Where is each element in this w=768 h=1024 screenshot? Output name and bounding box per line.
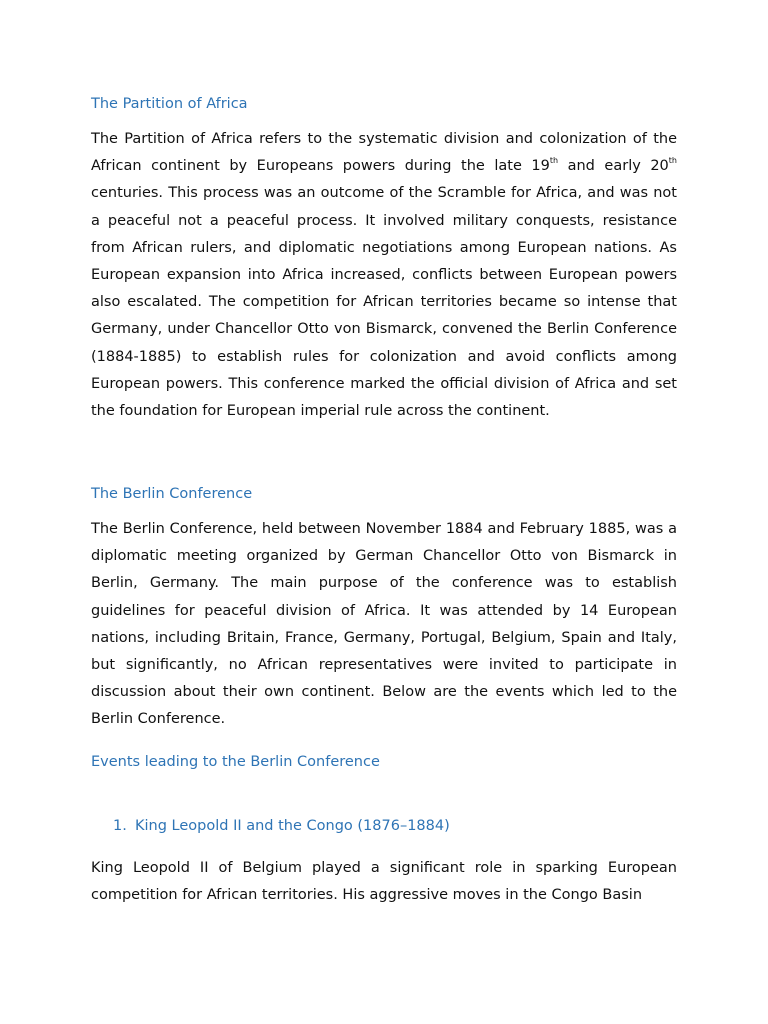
paragraph-partition-of-africa — [91, 126, 677, 425]
paragraph-berlin-conference: The Berlin Conference, held between November 1884 and February 1885, was a diplomatic meeting organized by German Chancellor Otto von Bismarck in Berlin, Germany. The main purpose of the conference was to establish guidelines for peaceful division of Africa. It was attended by 14 European nations, including Britain, France, Germany, Portugal, Belgium, Spain and Italy, but significantly, no African representatives were invited to participate in discussion about their own continent. Below are the events which led to the Berlin Conference. — [91, 521, 677, 728]
list-item-title: King Leopold II and the Congo (1876–1884) — [135, 818, 450, 834]
list-item-number: 1. — [113, 818, 127, 834]
section-heading-berlin-conference: The Berlin Conference — [91, 486, 253, 502]
list-item-king-leopold — [113, 816, 450, 836]
superscript: th — [549, 156, 559, 166]
section-heading-events-leading: Events leading to the Berlin Conference — [91, 754, 380, 770]
paragraph-king-leopold: King Leopold II of Belgium played a significant role in sparking European competition for African territories. His aggressive moves in the Congo Basin — [91, 860, 677, 904]
superscript: th — [668, 156, 677, 166]
paragraph-text: The Partition of Africa refers to the systematic division and colonization of the African continent by Europeans powers during the late 19 — [91, 131, 677, 175]
section-heading-partition-of-africa: The Partition of Africa — [91, 96, 248, 112]
paragraph-text: centuries. This process was an outcome of the Scramble for Africa, and was not a peaceful not a peaceful process. It involved military conquests, resistance from African rulers, and diplomatic negotiations among European nations. As European expansion into Africa increased, conflicts between European powers also escalated. The competition for African territories became so intense that Germany, under Chancellor Otto von Bismarck, convened the Berlin Conference (1884-1885) to establish rules for colonization and avoid conflicts among European powers. This conference marked the official division of Africa and set the foundation for European imperial rule across the continent. — [91, 185, 677, 420]
paragraph-text: and early 20 — [558, 158, 669, 175]
